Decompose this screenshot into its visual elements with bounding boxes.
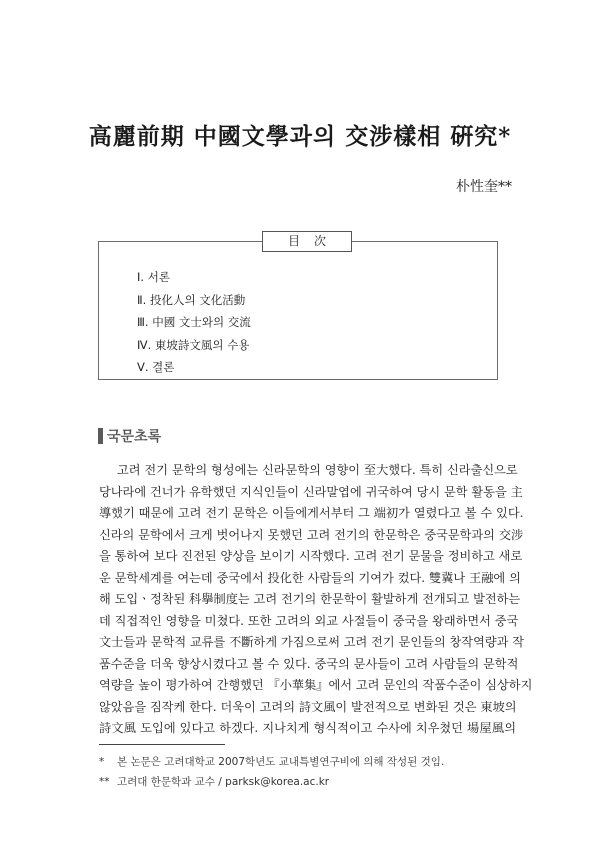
abstract-line: 해 도입ㆍ정착된 科擧制度는 고려 전기의 한문학이 활발하게 전개되고 발전하는: [99, 592, 521, 606]
paper-title: 高麗前期 中國文學과의 交涉樣相 硏究*: [88, 123, 512, 150]
abstract-line: 을 통하여 보다 진전된 양상을 보이기 시작했다. 고려 전기 문물을 정비하고 새로: [99, 549, 523, 563]
toc-item: [137, 266, 251, 289]
abstract-line: 신라의 문학에서 크게 벗어나지 못했던 고려 전기의 한문학은 중국문학과의 交涉: [99, 527, 524, 542]
abstract-body: [99, 460, 533, 740]
abstract-line: 역량을 높이 평가하여 간행했던 『小華集』에서 고려 문인의 작품수준이 심상하지: [99, 678, 533, 692]
toc-item-label: 投化人의 文化活動: [146, 292, 246, 307]
toc-item-number: Ⅲ.: [137, 315, 149, 329]
footnotes: [99, 752, 444, 792]
abstract-line: 데 직접적인 영향을 미쳤다. 또한 고려의 외교 사절들이 중국을 왕래하면서 중국: [99, 613, 519, 628]
abstract-line: 당나라에 건너가 유학했던 지식인들이 신라말엽에 귀국하여 당시 문학 활동을 主: [99, 484, 523, 499]
toc-item: [137, 356, 251, 379]
toc-item-label: 서론: [144, 270, 170, 284]
abstract-line: 않았음을 짐작케 한다. 더욱이 고려의 詩文風이 발전적으로 변화된 것은 東坡의: [99, 699, 517, 714]
abstract-line: 고려 전기 문학의 형성에는 신라문학의 영향이 至大했다. 특히 신라출신으로: [117, 463, 518, 477]
footnote-divider: [99, 744, 225, 745]
toc-header: 目次: [262, 231, 352, 252]
abstract-line: 운 문학세계를 여는데 중국에서 投化한 사람들의 기여가 컸다. 雙冀나 王融에 의: [99, 570, 521, 585]
abstract-line: 품수준을 더욱 향상시켰다고 볼 수 있다. 중국의 문사들이 고려 사람들의 문학적: [99, 656, 519, 671]
abstract-line: 文士들과 문학적 교류를 不斷하게 가짐으로써 고려 전기 문인들의 창작역량과 작: [99, 635, 525, 649]
toc-item-number: Ⅱ.: [137, 292, 147, 307]
abstract-heading-label: 국문초록: [107, 429, 162, 445]
abstract-heading: [98, 427, 161, 445]
toc-item-label: 中國 文士와의 交流: [148, 315, 251, 329]
author-name: 朴性奎**: [456, 179, 512, 195]
toc-item-number: Ⅳ.: [137, 337, 152, 352]
toc-item-number: Ⅴ.: [137, 360, 149, 374]
heading-bar: [98, 428, 103, 444]
toc-item-label: 東坡詩文風의 수용: [151, 337, 250, 352]
footnote-text: 고려대 한문학과 교수 / parksk@korea.ac.kr: [117, 776, 330, 788]
footnote-affiliation: [99, 772, 444, 792]
footnote-funding: [99, 752, 444, 772]
footnote-mark: *: [99, 756, 105, 768]
toc-item-number: Ⅰ.: [137, 270, 145, 284]
toc-item: [137, 334, 251, 357]
toc-item: [137, 311, 251, 334]
footnote-mark: **: [99, 776, 110, 788]
abstract-line: 詩文風 도입에 있다고 하겠다. 지나치게 형식적이고 수사에 치우쳤던 場屋風의: [99, 721, 516, 735]
toc-item: [137, 289, 251, 312]
abstract-line: 導했기 때문에 고려 전기 문학은 이들에게서부터 그 端初가 열렸다고 볼 수 있다.: [99, 506, 524, 520]
toc-list: [137, 266, 251, 379]
toc-item-label: 결론: [148, 360, 175, 374]
footnote-text: 본 논문은 고려대학교 2007학년도 교내특별연구비에 의해 작성된 것임.: [117, 756, 445, 768]
table-of-contents: [98, 234, 498, 380]
